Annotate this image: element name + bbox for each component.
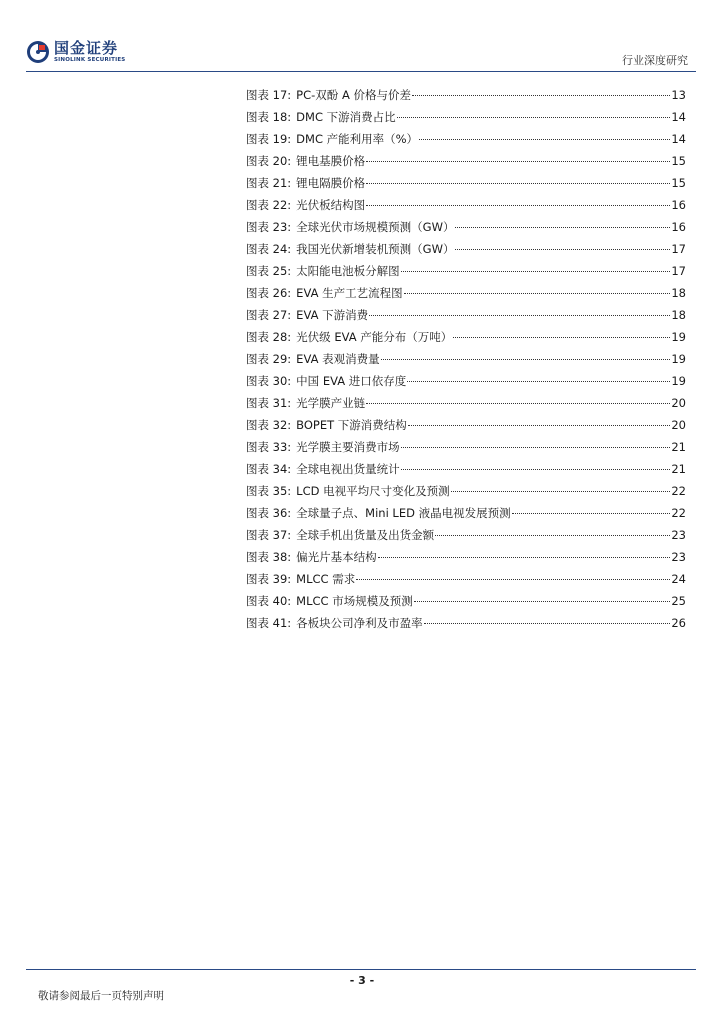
toc-entry[interactable] xyxy=(246,197,686,219)
toc-entry[interactable] xyxy=(246,395,686,417)
toc-entry-label: 图表 35: xyxy=(246,484,292,498)
toc-entry[interactable] xyxy=(246,505,686,527)
toc-entry-page: 15 xyxy=(671,154,686,168)
toc-entry-label: 图表 28: xyxy=(246,330,292,344)
toc-entry-title: BOPET 下游消费结构 xyxy=(296,418,407,432)
toc-entry-label: 图表 39: xyxy=(246,572,292,586)
toc-entry[interactable] xyxy=(246,175,686,197)
toc-leader-dots xyxy=(401,271,671,272)
toc-entry-page: 23 xyxy=(671,528,686,542)
disclaimer-note: 敬请参阅最后一页特别声明 xyxy=(38,990,164,1002)
toc-entry[interactable] xyxy=(246,307,686,329)
toc-entry-page: 21 xyxy=(671,462,686,476)
toc-entry[interactable] xyxy=(246,417,686,439)
toc-entry-title: 太阳能电池板分解图 xyxy=(296,264,400,278)
toc-entry-label: 图表 25: xyxy=(246,264,292,278)
toc-entry-label: 图表 34: xyxy=(246,462,292,476)
toc-entry-title: EVA 表观消费量 xyxy=(296,352,380,366)
report-type: 行业深度研究 xyxy=(622,54,688,67)
company-name-cn: 国金证券 xyxy=(54,39,119,57)
toc-entry-page: 16 xyxy=(671,220,686,234)
toc-entry-title: 全球电视出货量统计 xyxy=(296,462,400,476)
toc-entry-page: 23 xyxy=(671,550,686,564)
toc-entry-title: 光伏板结构图 xyxy=(296,198,366,212)
toc-leader-dots xyxy=(404,293,671,294)
toc-entry-title: 全球量子点、Mini LED 液晶电视发展预测 xyxy=(296,506,511,520)
toc-entry-page: 22 xyxy=(671,506,686,520)
toc-entry-page: 18 xyxy=(671,308,686,322)
toc-entry[interactable] xyxy=(246,483,686,505)
toc-entry-page: 15 xyxy=(671,176,686,190)
toc-entry-page: 20 xyxy=(671,396,686,410)
toc-entry-label: 图表 20: xyxy=(246,154,292,168)
toc-entry-label: 图表 26: xyxy=(246,286,292,300)
toc-entry-title: 中国 EVA 进口依存度 xyxy=(296,374,407,388)
toc-leader-dots xyxy=(412,95,670,96)
toc-entry-page: 14 xyxy=(671,110,686,124)
toc-leader-dots xyxy=(356,579,670,580)
toc-entry-label: 图表 36: xyxy=(246,506,292,520)
toc-entry-title: 偏光片基本结构 xyxy=(296,550,377,564)
toc-entry[interactable] xyxy=(246,439,686,461)
toc-entry-page: 25 xyxy=(671,594,686,608)
toc-entry-label: 图表 18: xyxy=(246,110,292,124)
toc-entry-title: EVA 下游消费 xyxy=(296,308,369,322)
page-number: - 3 - xyxy=(349,974,375,987)
toc-leader-dots xyxy=(366,161,670,162)
toc-entry-label: 图表 32: xyxy=(246,418,292,432)
toc-entry-title: 锂电隔膜价格 xyxy=(296,176,366,190)
toc-leader-dots xyxy=(401,447,671,448)
toc-entry-label: 图表 19: xyxy=(246,132,292,146)
toc-entry[interactable] xyxy=(246,351,686,373)
toc-entry-title: DMC 下游消费占比 xyxy=(296,110,396,124)
toc-entry[interactable] xyxy=(246,109,686,131)
toc-entry-title: MLCC 需求 xyxy=(296,572,356,586)
toc-entry-page: 18 xyxy=(671,286,686,300)
toc-entry-title: 锂电基膜价格 xyxy=(296,154,366,168)
toc-entry-label: 图表 30: xyxy=(246,374,292,388)
toc-leader-dots xyxy=(407,381,670,382)
toc-entry-page: 19 xyxy=(671,330,686,344)
toc-entry[interactable] xyxy=(246,131,686,153)
toc-entry-label: 图表 22: xyxy=(246,198,292,212)
toc-leader-dots xyxy=(397,117,671,118)
toc-entry[interactable] xyxy=(246,571,686,593)
toc-leader-dots xyxy=(453,337,670,338)
toc-entry-page: 20 xyxy=(671,418,686,432)
toc-entry-title: 光伏级 EVA 产能分布（万吨） xyxy=(296,330,453,344)
toc-leader-dots xyxy=(455,227,670,228)
toc-entry[interactable] xyxy=(246,263,686,285)
toc-leader-dots xyxy=(366,205,670,206)
toc-leader-dots xyxy=(366,403,670,404)
toc-leader-dots xyxy=(419,139,670,140)
toc-entry-page: 13 xyxy=(671,88,686,102)
toc-entry-label: 图表 27: xyxy=(246,308,292,322)
chart-index-list xyxy=(246,87,686,637)
toc-entry-label: 图表 29: xyxy=(246,352,292,366)
toc-entry-title: 各板块公司净利及市盈率 xyxy=(296,616,423,630)
company-logo xyxy=(26,40,125,64)
toc-leader-dots xyxy=(512,513,671,514)
toc-entry-label: 图表 40: xyxy=(246,594,292,608)
toc-leader-dots xyxy=(408,425,671,426)
toc-entry-title: EVA 生产工艺流程图 xyxy=(296,286,403,300)
toc-entry[interactable] xyxy=(246,527,686,549)
toc-entry-page: 16 xyxy=(671,198,686,212)
toc-entry[interactable] xyxy=(246,549,686,571)
toc-entry-title: 全球光伏市场规模预测（GW） xyxy=(296,220,455,234)
toc-entry-title: 光学膜产业链 xyxy=(296,396,366,410)
toc-leader-dots xyxy=(424,623,671,624)
toc-entry-label: 图表 23: xyxy=(246,220,292,234)
toc-entry[interactable] xyxy=(246,87,686,109)
toc-leader-dots xyxy=(451,491,671,492)
toc-entry-label: 图表 37: xyxy=(246,528,292,542)
sinolink-logo-icon xyxy=(26,40,50,64)
toc-entry-title: DMC 产能利用率（%） xyxy=(296,132,419,146)
toc-entry[interactable] xyxy=(246,153,686,175)
toc-entry-label: 图表 31: xyxy=(246,396,292,410)
toc-leader-dots xyxy=(366,183,670,184)
toc-entry-title: 光学膜主要消费市场 xyxy=(296,440,400,454)
toc-entry-page: 17 xyxy=(671,242,686,256)
toc-entry[interactable] xyxy=(246,615,686,637)
toc-entry[interactable] xyxy=(246,285,686,307)
toc-leader-dots xyxy=(455,249,670,250)
header-divider xyxy=(26,71,696,72)
toc-leader-dots xyxy=(401,469,671,470)
toc-entry-page: 22 xyxy=(671,484,686,498)
page-header xyxy=(26,40,696,70)
toc-entry-label: 图表 21: xyxy=(246,176,292,190)
toc-entry[interactable] xyxy=(246,461,686,483)
company-name-en: SINOLINK SECURITIES xyxy=(54,57,126,63)
toc-entry[interactable] xyxy=(246,373,686,395)
toc-leader-dots xyxy=(414,601,671,602)
toc-leader-dots xyxy=(369,315,670,316)
toc-entry-label: 图表 33: xyxy=(246,440,292,454)
toc-entry-label: 图表 24: xyxy=(246,242,292,256)
toc-entry-page: 21 xyxy=(671,440,686,454)
toc-entry-title: 全球手机出货量及出货金额 xyxy=(296,528,435,542)
toc-entry-page: 19 xyxy=(671,374,686,388)
toc-entry[interactable] xyxy=(246,593,686,615)
toc-entry-title: PC-双酚 A 价格与价差 xyxy=(296,88,411,102)
toc-entry-label: 图表 38: xyxy=(246,550,292,564)
toc-entry[interactable] xyxy=(246,329,686,351)
toc-entry-page: 14 xyxy=(671,132,686,146)
toc-entry-title: 我国光伏新增装机预测（GW） xyxy=(296,242,455,256)
toc-entry-page: 26 xyxy=(671,616,686,630)
toc-leader-dots xyxy=(378,557,671,558)
toc-entry-page: 19 xyxy=(671,352,686,366)
footer-divider xyxy=(26,969,696,970)
toc-entry-page: 24 xyxy=(671,572,686,586)
toc-entry-page: 17 xyxy=(671,264,686,278)
toc-leader-dots xyxy=(435,535,670,536)
toc-leader-dots xyxy=(381,359,671,360)
toc-entry-label: 图表 17: xyxy=(246,88,292,102)
toc-entry[interactable] xyxy=(246,219,686,241)
toc-entry[interactable] xyxy=(246,241,686,263)
toc-entry-label: 图表 41: xyxy=(246,616,292,630)
toc-entry-title: MLCC 市场规模及预测 xyxy=(296,594,413,608)
toc-entry-title: LCD 电视平均尺寸变化及预测 xyxy=(296,484,450,498)
